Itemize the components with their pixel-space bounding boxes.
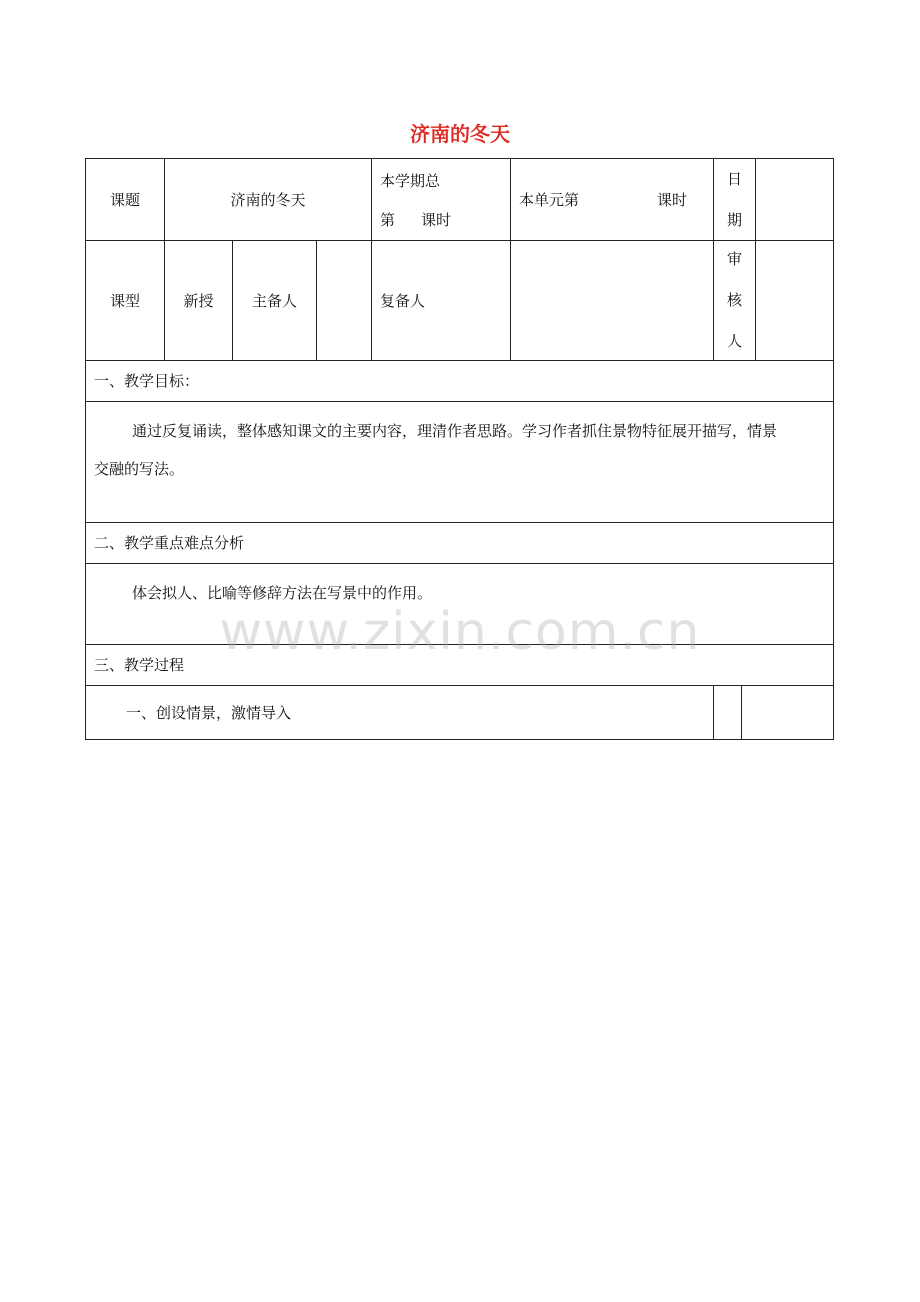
date-value-cell [755,158,834,241]
term-total-unit: 课时 [421,211,452,229]
co-preparer-value-cell [510,240,714,361]
lesson-plan-table [85,158,834,740]
page-title: 济南的冬天 [410,122,510,146]
main-preparer-label-cell [232,240,317,361]
reviewer-label-char: 人 [726,332,742,350]
type-label-cell [85,240,165,361]
process-step-1: 一、创设情景，激情导入 [126,704,292,722]
watermark: www.zixin.com.cn [219,602,701,662]
date-label-char: 期 [726,210,742,229]
key-points-heading-row [85,522,834,564]
topic-label-cell [85,158,165,241]
process-heading: 三、教学过程 [94,656,185,674]
type-label: 课型 [109,291,140,310]
key-points-heading: 二、教学重点难点分析 [94,534,245,552]
type-value-cell [164,240,233,361]
unit-lesson-label: 本单元第 [519,191,580,209]
topic-value: 济南的冬天 [230,190,306,209]
co-preparer-label: 复备人 [380,292,426,310]
main-preparer-label: 主备人 [251,291,297,310]
reviewer-value-cell [755,240,834,361]
reviewer-label-cell [713,240,756,361]
unit-lesson-cell [510,158,714,241]
process-narrow-cell [713,685,742,740]
key-points-body [85,563,834,645]
goals-body-line2: 交融的写法。 [94,460,185,478]
term-total-ordinal: 第 [380,211,396,229]
goals-body [85,401,834,523]
date-label-cell [713,158,756,241]
process-step-cell [85,685,714,740]
unit-lesson-unit: 课时 [657,191,688,209]
main-preparer-value-cell [316,240,372,361]
process-heading-row [85,644,834,686]
term-total-line1: 本学期总 [380,172,441,190]
goals-heading-row [85,360,834,402]
topic-value-cell [164,158,372,241]
date-label-char: 日 [726,169,742,188]
reviewer-label-char: 核 [726,291,742,309]
goals-body-line1: 通过反复诵读，整体感知课文的主要内容，理清作者思路。学习作者抓住景物特征展开描写，情景 [132,422,778,440]
goals-heading: 一、教学目标： [94,372,200,390]
process-notes-cell [741,685,834,740]
type-value: 新授 [183,291,214,310]
key-points-text: 体会拟人、比喻等修辞方法在写景中的作用。 [132,584,433,602]
co-preparer-label-cell [371,240,511,361]
term-total-cell [371,158,511,241]
topic-label: 课题 [109,190,140,209]
reviewer-label-char: 审 [726,250,742,268]
